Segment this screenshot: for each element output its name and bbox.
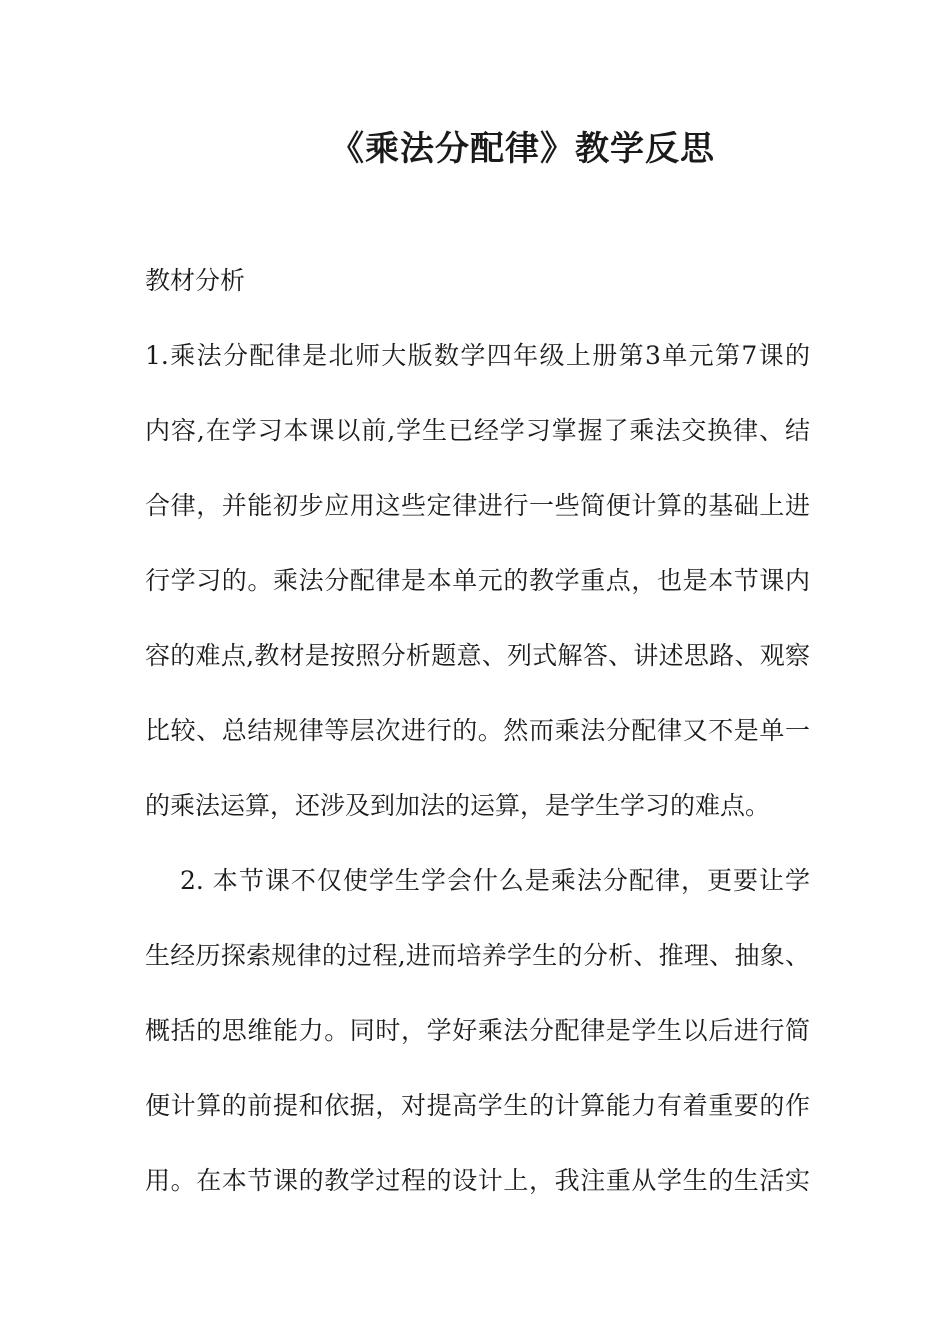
paragraph-line: 用。在本节课的教学过程的设计上，我注重从学生的生活实 <box>145 1166 810 1195</box>
paragraph-line: 概括的思维能力。同时，学好乘法分配律是学生以后进行简 <box>145 1016 810 1045</box>
paragraph-line: 内容,在学习本课以前,学生已经学习掌握了乘法交换律、结 <box>145 416 810 445</box>
document-title: 《乘法分配律》教学反思 <box>330 129 715 169</box>
paragraph-line: 合律，并能初步应用这些定律进行一些简便计算的基础上进 <box>145 491 810 520</box>
paragraph-line: 行学习的。乘法分配律是本单元的教学重点，也是本节课内 <box>145 566 810 595</box>
paragraph-line: 的乘法运算，还涉及到加法的运算，是学生学习的难点。 <box>145 791 771 820</box>
paragraph-line: 2. 本节课不仅使学生学会什么是乘法分配律，更要让学 <box>180 866 810 895</box>
paragraph-line: 比较、总结规律等层次进行的。然而乘法分配律又不是单一 <box>145 716 810 745</box>
section-heading: 教材分析 <box>145 266 246 295</box>
paragraph-line: 便计算的前提和依据，对提高学生的计算能力有着重要的作 <box>145 1091 810 1120</box>
paragraph-line: 生经历探索规律的过程,进而培养学生的分析、推理、抽象、 <box>145 941 810 970</box>
paragraph-line: 容的难点,教材是按照分析题意、列式解答、讲述思路、观察 <box>145 641 810 670</box>
paragraph-line: 1.乘法分配律是北师大版数学四年级上册第3单元第7课的 <box>145 341 810 370</box>
